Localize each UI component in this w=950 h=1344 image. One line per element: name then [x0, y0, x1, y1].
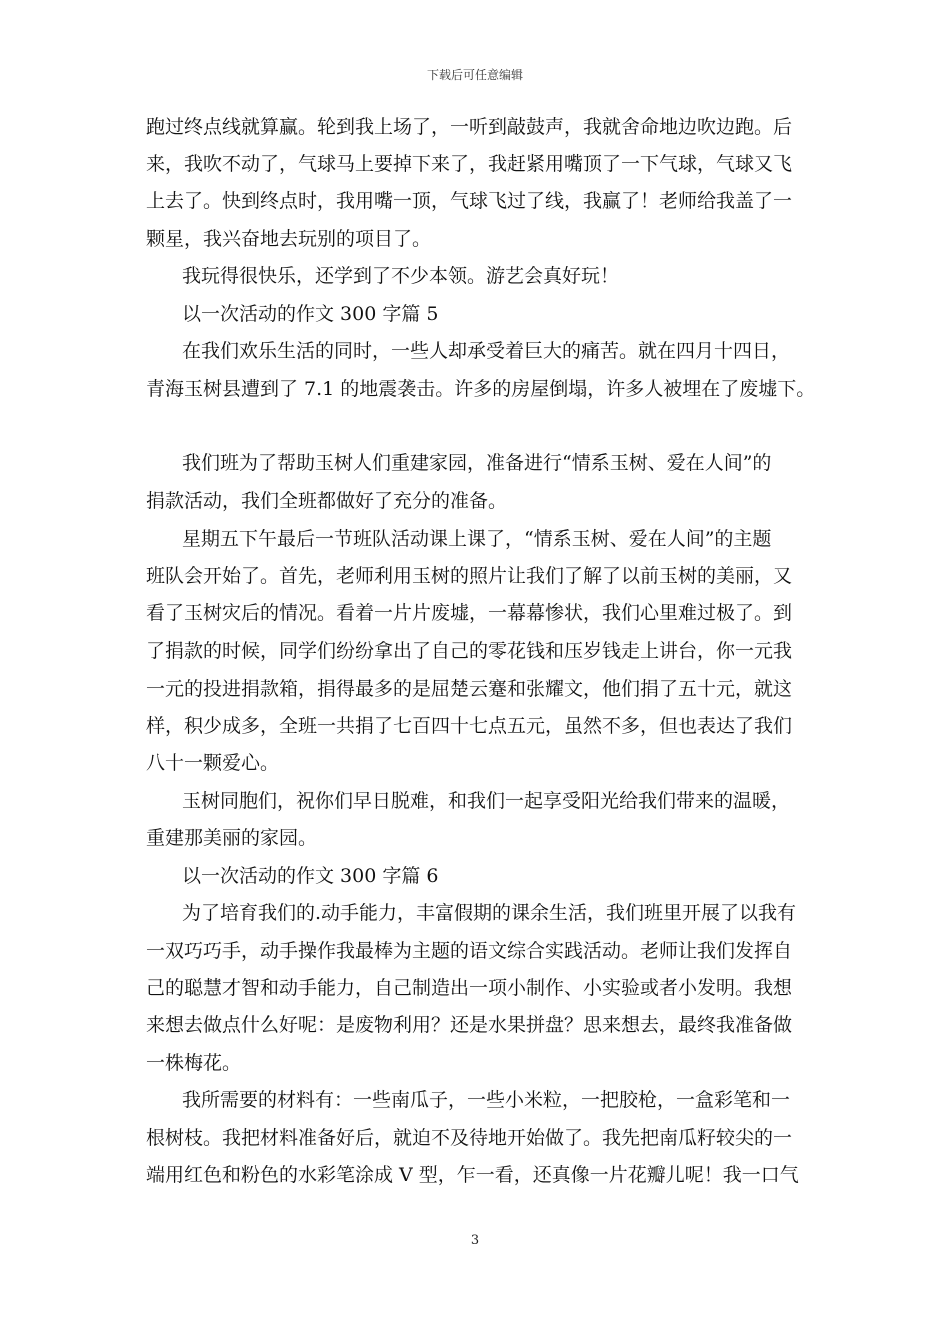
- text-line: 我所需要的材料有：一些南瓜子，一些小米粒，一把胶枪，一盒彩笔和一: [182, 1089, 791, 1111]
- text-line: 一元的投进捐款箱，捐得最多的是屈楚云蹇和张耀文，他们捐了五十元，就这: [146, 678, 793, 700]
- text-line: 青海玉树县遭到了 7.1 的地震袭击。许多的房屋倒塌，许多人被埋在了废墟下。: [146, 378, 816, 400]
- text-line: 捐款活动，我们全班都做好了充分的准备。: [146, 490, 508, 512]
- text-line: 为了培育我们的.动手能力，丰富假期的课余生活，我们班里开展了以我有: [182, 902, 797, 924]
- text-line: 在我们欢乐生活的同时，一些人却承受着巨大的痛苦。就在四月十四日，: [182, 340, 791, 362]
- text-line: 班队会开始了。首先，老师利用玉树的照片让我们了解了以前玉树的美丽，又: [146, 565, 793, 587]
- text-line: 以一次活动的作文 300 字篇 5: [182, 303, 439, 325]
- text-line: 样，积少成多，全班一共捐了七百四十七点五元，虽然不多，但也表达了我们: [146, 715, 793, 737]
- text-line: 星期五下午最后一节班队活动课上课了，“情系玉树、爱在人间”的主题: [182, 528, 772, 550]
- text-line: 我玩得很快乐，还学到了不少本领。游艺会真好玩！: [182, 265, 620, 287]
- text-line: 跑过终点线就算赢。轮到我上场了，一听到敲鼓声，我就舍命地边吹边跑。后: [146, 116, 793, 138]
- text-line: 一株梅花。: [146, 1052, 242, 1074]
- text-line: 颗星，我兴奋地去玩别的项目了。: [146, 228, 432, 250]
- text-line: 了捐款的时候，同学们纷纷拿出了自己的零花钱和压岁钱走上讲台，你一元我: [146, 640, 793, 662]
- text-line: 己的聪慧才智和动手能力，自己制造出一项小制作、小实验或者小发明。我想: [146, 977, 793, 999]
- text-line: 根树枝。我把材料准备好后，就迫不及待地开始做了。我先把南瓜籽较尖的一: [146, 1127, 793, 1149]
- text-line: 上去了。快到终点时，我用嘴一顶，气球飞过了线，我赢了！老师给我盖了一: [146, 190, 793, 212]
- page-header: 下载后可任意编辑: [426, 68, 523, 82]
- text-line: 看了玉树灾后的情况。看着一片片废墟，一幕幕惨状，我们心里难过极了。到: [146, 602, 793, 624]
- page-number: 3: [470, 1233, 480, 1248]
- text-line: 重建那美丽的家园。: [146, 827, 318, 849]
- text-line: 端用红色和粉色的水彩笔涂成 V 型，乍一看，还真像一片花瓣儿呢！我一口气: [146, 1164, 799, 1186]
- text-line: 以一次活动的作文 300 字篇 6: [182, 865, 439, 887]
- text-line: 来想去做点什么好呢：是废物利用？还是水果拼盘？思来想去，最终我准备做: [146, 1014, 793, 1036]
- text-line: 一双巧巧手，动手操作我最棒为主题的语文综合实践活动。老师让我们发挥自: [146, 940, 793, 962]
- text-line: 来，我吹不动了，气球马上要掉下来了，我赶紧用嘴顶了一下气球，气球又飞: [146, 153, 793, 175]
- text-line: 八十一颗爱心。: [146, 752, 280, 774]
- text-line: 我们班为了帮助玉树人们重建家园，准备进行“情系玉树、爱在人间”的: [182, 452, 772, 474]
- text-line: 玉树同胞们，祝你们早日脱难，和我们一起享受阳光给我们带来的温暖，: [182, 790, 791, 812]
